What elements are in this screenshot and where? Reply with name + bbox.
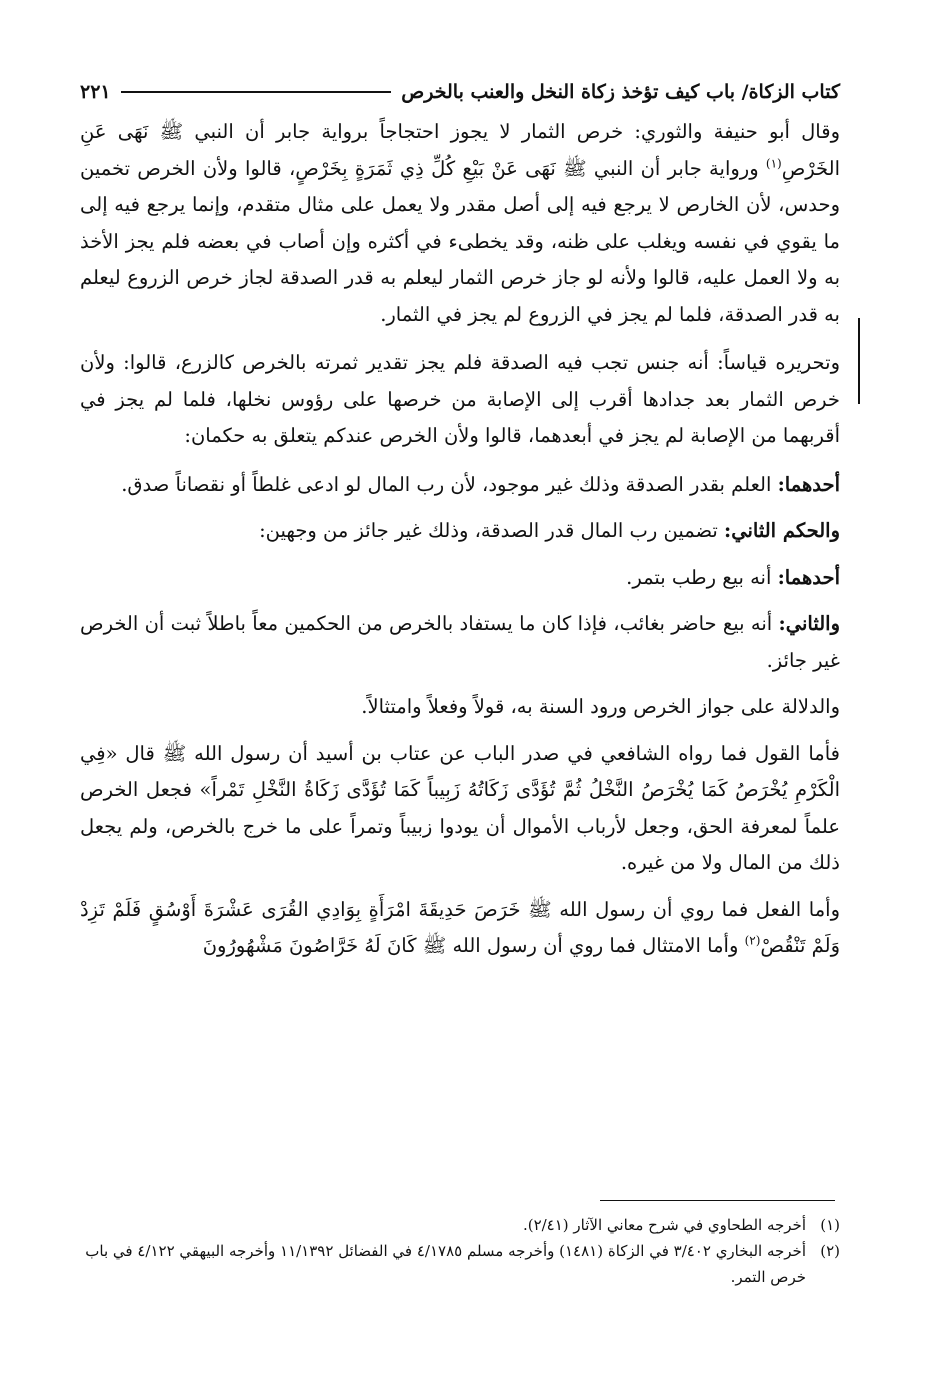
page-number: ٢٢١ (80, 81, 111, 103)
paragraph-text: ورواية جابر أن النبي ﷺ نَهَى عَنْ بَيْعِ كُلِّ ذِي ثَمَرَةٍ بِخَرْصٍ، قالوا ولأن الخرص تخمين وحدس، لأن الخارص لا يرجع فيه إلى أصل مقدر ولا يعمل على مثال متقدم، وإنما يرجع فيه إلى ما يقوي في نفسه ويغلب على ظنه، وقد يخطىء في أكثره وإن أصاب في بعضه فلم يجز الأخذ به ولا العمل عليه، قالوا ولأنه لو جاز خرص الثمار ليعلم به قدر الصدقة لجاز خرص الزروع ليعلم به قدر الصدقة، فلما لم يجز في الزروع لم يجز في الثمار. (80, 156, 840, 326)
paragraph-2 (80, 345, 840, 455)
footnote-rule (600, 1200, 835, 1201)
footnote-text: أخرجه البخاري ٣/٤٠٢ في الزكاة (١٤٨١) وأخرجه مسلم ٤/١٧٨٥ في الفضائل ١١/١٣٩٢ وأخرجه البيهقي ٤/١٢٢ في باب خرص التمر. (85, 1242, 806, 1286)
chapter-title: كتاب الزكاة/ باب كيف تؤخذ زكاة النخل والعنب بالخرص (401, 81, 840, 103)
paragraph-text: فأما القول فما رواه الشافعي في صدر الباب عن عتاب بن أسيد أن رسول الله ﷺ قال «فِي الْكَرْمِ يُخْرَصُ كَمَا يُخْرَصُ النَّخْلُ ثُمَّ تُؤَدَّى زَكَاتُهُ زَبِيباً كَمَا تُؤَدَّى زَكَاةُ النَّخْلِ تَمْراً» فجعل الخرص علماً لمعرفة الحق، وجعل لأرباب الأموال أن يودوا زبيباً وتمراً على ما خرج بالخرص، ولم يجعل ذلك من المال ولا من غيره. (80, 741, 840, 874)
footnotes (80, 1212, 840, 1290)
paragraph-lead: أحدهما: (777, 565, 840, 589)
paragraph-lead: والثاني: (778, 612, 841, 635)
footnote (80, 1238, 840, 1290)
paragraph-text: وتحريره قياساً: أنه جنس تجب فيه الصدقة فلم يجز تقدير ثمرته بالخرص كالزرع، قالوا: ولأن خرص الثمار بعد جدادها أقرب إلى الإصابة من خرصها على رؤوس نخلها، فلما لم يجز في أقربهما من الإصابة لم يجز في أبعدهما، قالوا ولأن الخرص عندكم يتعلق به حكمان: (80, 351, 840, 447)
paragraph-7 (80, 689, 840, 726)
header-rule (121, 91, 392, 93)
paragraph-4 (80, 513, 840, 550)
paragraph-text: أنه بيع رطب بتمر. (626, 565, 772, 589)
page (80, 70, 840, 975)
running-header (80, 70, 840, 114)
paragraph-text: والدلالة على جواز الخرص ورود السنة به، قولاً وفعلاً وامتثالاً. (361, 695, 840, 718)
paragraph-text: وقال أبو حنيفة والثوري: خرص الثمار لا يجوز احتجاجاً برواية جابر أن النبي ﷺ نَهَى عَنِ الخَرْصِ (80, 120, 840, 180)
paragraph-text: أنه بيع حاضر بغائب، فإذا كان ما يستفاد بالخرص من الحكمين معاً باطلاً ثبت أن الخرص غير جائز. (80, 612, 840, 672)
footnote-number: (٢) (820, 1242, 840, 1260)
paragraph-text: وأما الفعل فما روي أن رسول الله ﷺ خَرَصَ حَدِيقَةَ امْرَأَةٍ بِوَادِي القُرَى عَشْرَةَ أَوْسُقٍ فَلَمْ تَزِدْ وَلَمْ تَنْقُصْ (80, 897, 840, 957)
paragraph-6 (80, 606, 840, 679)
margin-mark (858, 318, 860, 404)
paragraph-9 (80, 892, 840, 965)
footnote (80, 1212, 840, 1238)
footnote-number: (١) (820, 1216, 840, 1234)
paragraph-lead: أحدهما: (777, 472, 840, 496)
paragraph-1 (80, 114, 840, 333)
paragraph-3 (80, 467, 840, 504)
paragraph-text: وأما الامتثال فما روي أن رسول الله ﷺ كَانَ لَهُ خَرَّاصُونَ مَشْهُورُونَ (202, 934, 739, 957)
paragraph-text: العلم بقدر الصدقة وذلك غير موجود، لأن رب المال لو ادعى غلطاً أو نقصاناً صدق. (121, 472, 772, 496)
footnote-ref-1: (١) (765, 156, 782, 170)
footnote-text: أخرجه الطحاوي في شرح معاني الآثار (٢/٤١). (522, 1216, 806, 1234)
paragraph-5 (80, 560, 840, 597)
paragraph-lead: والحكم الثاني: (724, 519, 840, 542)
paragraph-text: تضمين رب المال قدر الصدقة، وذلك غير جائز من وجهين: (259, 519, 718, 542)
paragraph-8 (80, 736, 840, 882)
footnote-ref-2: (٢) (744, 933, 761, 948)
